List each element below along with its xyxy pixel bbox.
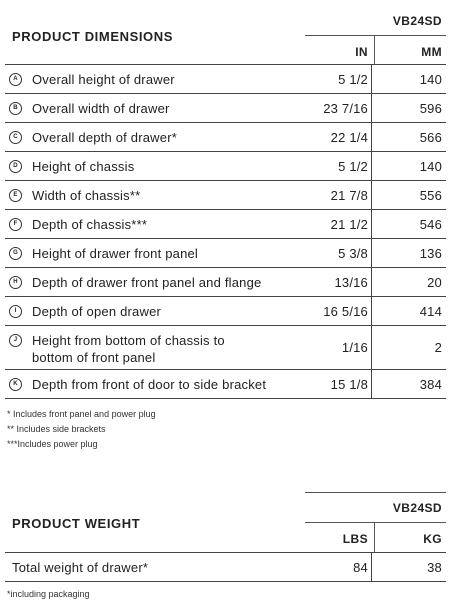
row-label: Width of chassis** bbox=[32, 187, 141, 203]
row-label: Depth from front of door to side bracket bbox=[32, 376, 267, 392]
spec-sheet bbox=[5, 0, 446, 602]
weight-header bbox=[5, 492, 446, 552]
footnote: ** Includes side brackets bbox=[7, 424, 106, 434]
badge-a: A bbox=[9, 73, 22, 86]
dimensions-title: PRODUCT DIMENSIONS bbox=[12, 29, 174, 44]
unit-in-header: IN bbox=[355, 45, 368, 59]
row-in: 5 1/2 bbox=[338, 158, 368, 174]
row-label-continued: bottom of front panel bbox=[32, 349, 156, 365]
badge-c: C bbox=[9, 131, 22, 144]
table-row bbox=[5, 553, 446, 582]
weight-footnote: *including packaging bbox=[7, 589, 90, 599]
unit-lbs-header: LBS bbox=[342, 532, 368, 546]
row-in: 1/16 bbox=[341, 340, 368, 355]
weight-unit-divider bbox=[374, 523, 375, 552]
badge-i: I bbox=[9, 305, 22, 318]
row-label: Overall depth of drawer* bbox=[32, 129, 177, 145]
unit-divider bbox=[374, 36, 375, 64]
row-in: 5 3/8 bbox=[338, 245, 368, 261]
row-mm: 384 bbox=[371, 370, 446, 398]
row-mm: 546 bbox=[371, 210, 446, 238]
row-label: Total weight of drawer* bbox=[12, 559, 149, 575]
row-in: 22 1/4 bbox=[330, 129, 368, 145]
table-row bbox=[5, 123, 446, 152]
row-mm: 140 bbox=[371, 65, 446, 93]
badge-k: K bbox=[9, 378, 22, 391]
row-label: Height of chassis bbox=[32, 158, 135, 174]
row-in: 15 1/8 bbox=[330, 376, 368, 392]
table-row bbox=[5, 239, 446, 268]
row-in: 23 7/16 bbox=[323, 100, 368, 116]
weight-table bbox=[5, 553, 446, 582]
weight-top-rule bbox=[305, 492, 446, 493]
table-row bbox=[5, 152, 446, 181]
row-mm: 2 bbox=[371, 326, 446, 369]
badge-e: E bbox=[9, 189, 22, 202]
table-row bbox=[5, 181, 446, 210]
row-label: Height from bottom of chassis to bbox=[32, 332, 225, 348]
row-label: Depth of chassis*** bbox=[32, 216, 148, 232]
row-mm: 20 bbox=[371, 268, 446, 296]
row-label: Depth of open drawer bbox=[32, 303, 162, 319]
row-mm: 140 bbox=[371, 152, 446, 180]
unit-mm-header: MM bbox=[421, 45, 442, 59]
badge-f: F bbox=[9, 218, 22, 231]
table-row bbox=[5, 94, 446, 123]
row-label: Overall height of drawer bbox=[32, 71, 175, 87]
row-in: 5 1/2 bbox=[338, 71, 368, 87]
dimensions-model: VB24SD bbox=[392, 14, 442, 28]
dimensions-header bbox=[5, 0, 446, 64]
footnote: * Includes front panel and power plug bbox=[7, 409, 156, 419]
badge-d: D bbox=[9, 160, 22, 173]
badge-g: G bbox=[9, 247, 22, 260]
row-kg: 38 bbox=[371, 553, 446, 581]
row-lbs: 84 bbox=[353, 559, 368, 575]
footnote: ***Includes power plug bbox=[7, 439, 98, 449]
row-in: 16 5/16 bbox=[323, 303, 368, 319]
table-row bbox=[5, 297, 446, 326]
weight-title: PRODUCT WEIGHT bbox=[12, 516, 141, 531]
table-row bbox=[5, 370, 446, 399]
row-mm: 566 bbox=[371, 123, 446, 151]
table-row bbox=[5, 65, 446, 94]
row-in: 13/16 bbox=[334, 274, 368, 290]
row-mm: 596 bbox=[371, 94, 446, 122]
table-row bbox=[5, 268, 446, 297]
table-row bbox=[5, 326, 446, 370]
row-label: Overall width of drawer bbox=[32, 100, 170, 116]
row-mm: 136 bbox=[371, 239, 446, 267]
row-label: Height of drawer front panel bbox=[32, 245, 199, 261]
badge-j: J bbox=[9, 334, 22, 347]
weight-model: VB24SD bbox=[392, 501, 442, 515]
model-underline bbox=[305, 35, 446, 36]
dimensions-table bbox=[5, 65, 446, 399]
unit-kg-header: KG bbox=[423, 532, 442, 546]
row-label: Depth of drawer front panel and flange bbox=[32, 274, 262, 290]
badge-b: B bbox=[9, 102, 22, 115]
dimensions-footnotes bbox=[5, 407, 446, 452]
table-row bbox=[5, 210, 446, 239]
row-mm: 556 bbox=[371, 181, 446, 209]
row-in: 21 1/2 bbox=[330, 216, 368, 232]
row-mm: 414 bbox=[371, 297, 446, 325]
row-in: 21 7/8 bbox=[330, 187, 368, 203]
badge-h: H bbox=[9, 276, 22, 289]
weight-model-underline bbox=[305, 522, 446, 523]
